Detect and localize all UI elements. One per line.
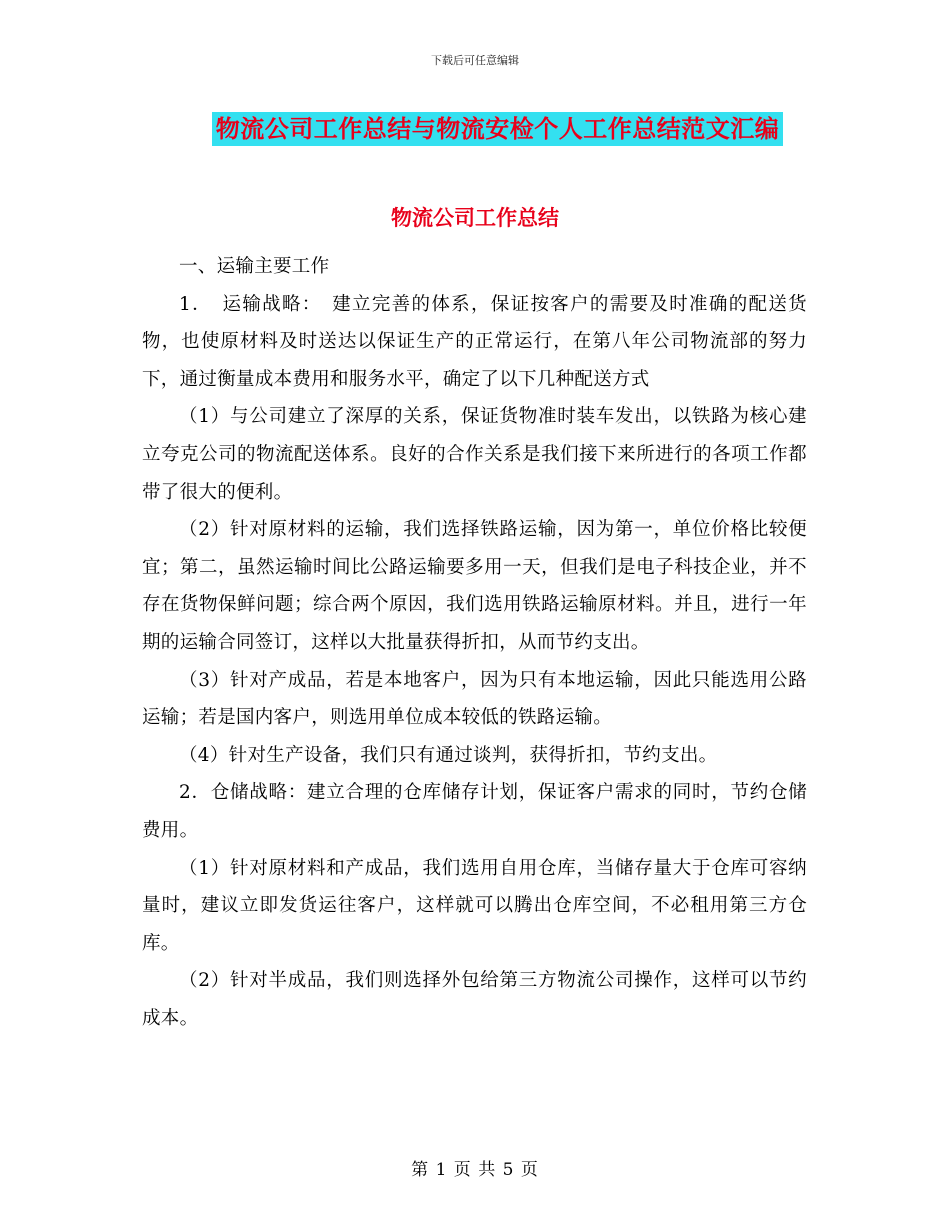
paragraph-transport-strategy: 1． 运输战略： 建立完善的体系，保证按客户的需要及时准确的配送货物，也使原材料及时送达以保证生产的正常运行，在第八年公司物流部的努力下，通过衡量成本费用和服务水平，确定了以下几种配送方式 bbox=[142, 293, 807, 390]
page-header-note: 下载后可任意编辑 bbox=[431, 54, 519, 67]
paragraph-transport-item-1: （1）与公司建立了深厚的关系，保证货物准时装车发出，以铁路为核心建立夸克公司的物流配送体系。良好的合作关系是我们接下来所进行的各项工作都带了很大的便利。 bbox=[142, 406, 807, 503]
main-title: 物流公司工作总结与物流安检个人工作总结范文汇编 bbox=[212, 112, 784, 146]
page-number-footer: 第 1 页 共 5 页 bbox=[411, 1160, 539, 1180]
paragraph-transport-item-2: （2）针对原材料的运输，我们选择铁路运输，因为第一，单位价格比较便宜；第二，虽然运输时间比公路运输要多用一天，但我们是电子科技企业，并不存在货物保鲜问题；综合两个原因，我们选用铁路运输原材料。并且，进行一年期的运输合同签订，这样以大批量获得折扣，从而节约支出。 bbox=[142, 519, 807, 653]
paragraph-transport-item-4: （4）针对生产设备，我们只有通过谈判，获得折扣，节约支出。 bbox=[179, 744, 718, 766]
section-title: 物流公司工作总结 bbox=[391, 206, 559, 230]
main-title-container bbox=[0, 112, 950, 146]
paragraph-transport-item-3: （3）针对产成品，若是本地客户，因为只有本地运输，因此只能选用公路运输；若是国内客户，则选用单位成本较低的铁路运输。 bbox=[142, 669, 807, 729]
paragraph-storage-item-2: （2）针对半成品，我们则选择外包给第三方物流公司操作，这样可以节约成本。 bbox=[142, 970, 807, 1029]
paragraph-storage-item-1: （1）针对原材料和产成品，我们选用自用仓库，当储存量大于仓库可容纳量时，建议立即发货运往客户，这样就可以腾出仓库空间，不必租用第三方仓库。 bbox=[142, 857, 807, 954]
paragraph-storage-strategy: 2．仓储战略：建立合理的仓库储存计划，保证客户需求的同时，节约仓储费用。 bbox=[142, 782, 807, 841]
document-body bbox=[142, 248, 807, 1037]
paragraph-heading-transport: 一、运输主要工作 bbox=[179, 256, 330, 277]
